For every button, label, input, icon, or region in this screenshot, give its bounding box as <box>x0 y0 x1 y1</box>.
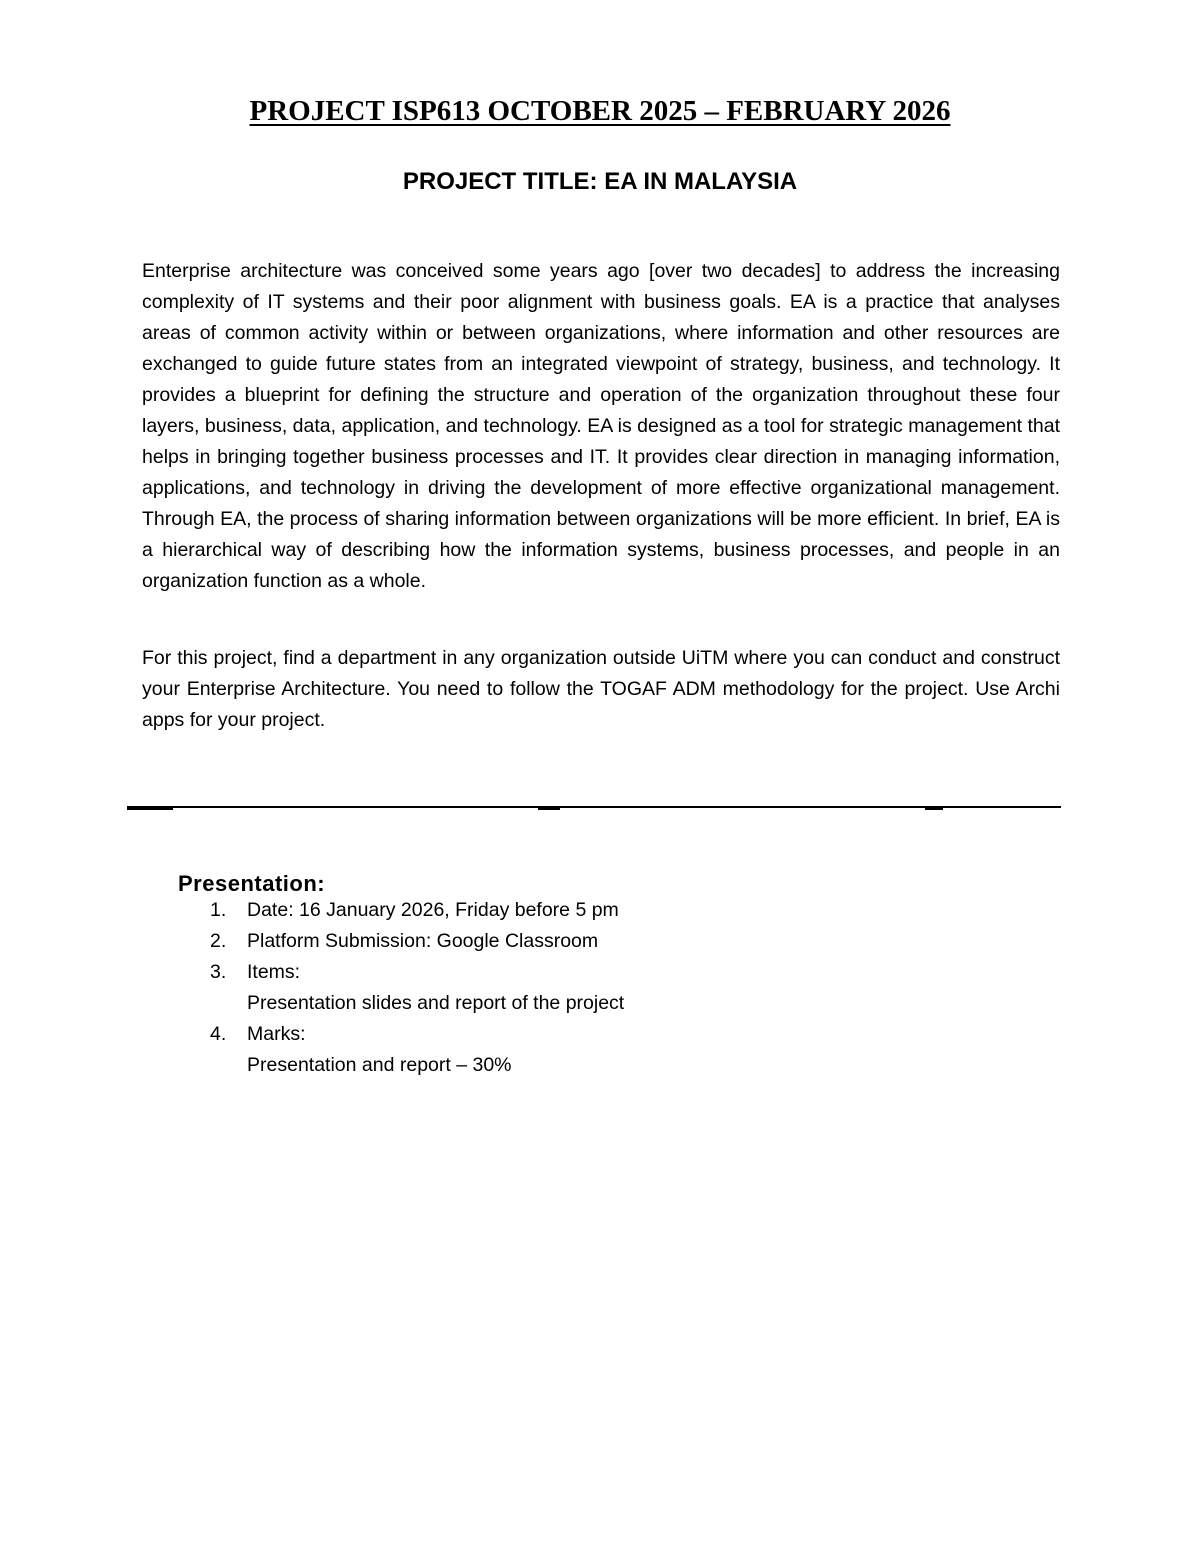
marks-detail: Presentation and report – 30% <box>247 1054 512 1076</box>
submission-items-detail: Presentation slides and report of the project <box>247 992 625 1014</box>
list-item-number: 3. <box>210 961 227 983</box>
presentation-details-list <box>178 895 938 1081</box>
project-instruction-paragraph: For this project, find a department in any organization outside UiTM where you can conduct and construct your Enterprise Architecture. You need to follow the TOGAF ADM methodology for the project. Use Archi apps for your project. <box>142 647 1060 731</box>
presentation-date-text: Date: 16 January 2026, Friday before 5 pm <box>247 899 619 921</box>
horizontal-separator <box>127 806 1061 808</box>
project-title: PROJECT TITLE: EA IN MALAYSIA <box>402 167 798 195</box>
marks-item <box>178 1019 938 1081</box>
separator-left-segment <box>127 808 173 810</box>
submission-items-label: Items: <box>247 961 301 983</box>
presentation-heading: Presentation: <box>178 871 326 896</box>
presentation-date-item <box>178 895 938 926</box>
list-item-number: 2. <box>210 930 227 952</box>
project-heading <box>0 91 1200 131</box>
marks-label: Marks: <box>247 1023 306 1045</box>
separator-right-segment <box>925 808 943 810</box>
list-item-number: 1. <box>210 899 227 921</box>
submission-platform-item <box>178 926 938 957</box>
project-heading-text: PROJECT ISP613 OCTOBER 2025 – FEBRUARY 2026 <box>249 95 951 128</box>
list-item-number: 4. <box>210 1023 227 1045</box>
ea-description-paragraph: Enterprise architecture was conceived some years ago [over two decades] to address the increasing complexity of IT systems and their poor alignment with business goals. EA is a practice that analyses areas of common activity within or between organizations, where information and other resources are exchanged to guide future states from an integrated viewpoint of strategy, business, and technology. It provides a blueprint for defining the structure and operation of the organization throughout these four layers, business, data, application, and technology. EA is designed as a tool for strategic management that helps in bringing together business processes and IT. It provides clear direction in managing information, applications, and technology in driving the development of more effective organizational management. Through EA, the process of sharing information between organizations will be more efficient. In brief, EA is a hierarchical way of describing how the information systems, business processes, and people in an organization function as a whole. <box>142 260 1060 592</box>
submission-items-item <box>178 957 938 1019</box>
submission-platform-text: Platform Submission: Google Classroom <box>247 930 599 952</box>
separator-middle-segment <box>538 808 560 810</box>
